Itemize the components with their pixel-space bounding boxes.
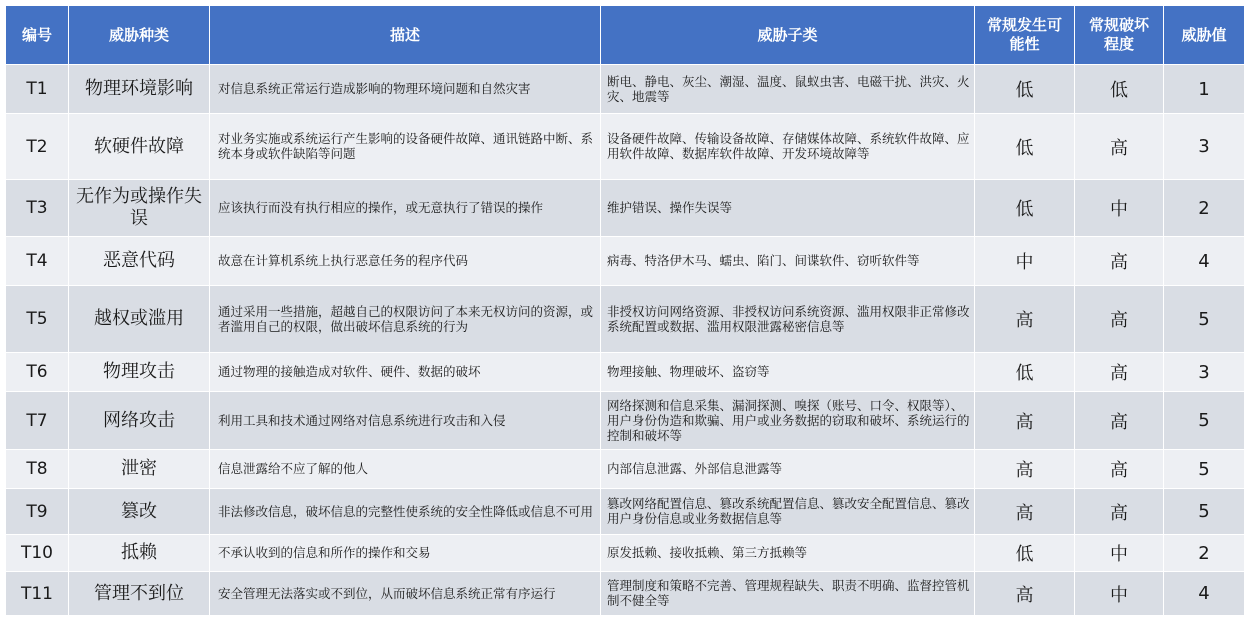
table-row — [6, 237, 1245, 286]
cell-value: 5 — [1164, 392, 1245, 450]
cell-damage: 高 — [1075, 286, 1164, 353]
cell-sub: 篡改网络配置信息、篡改系统配置信息、篡改安全配置信息、篡改用户身份信息或业务数据信息等 — [601, 489, 975, 535]
header-value: 威胁值 — [1164, 6, 1245, 65]
cell-damage: 高 — [1075, 489, 1164, 535]
table-row — [6, 535, 1245, 572]
cell-type: 网络攻击 — [69, 392, 210, 450]
cell-id: T9 — [6, 489, 69, 535]
cell-value: 5 — [1164, 489, 1245, 535]
cell-type: 管理不到位 — [69, 572, 210, 616]
cell-value: 4 — [1164, 237, 1245, 286]
cell-desc: 非法修改信息，破坏信息的完整性使系统的安全性降低或信息不可用 — [210, 489, 601, 535]
cell-id: T5 — [6, 286, 69, 353]
cell-likelihood: 低 — [975, 353, 1075, 392]
cell-value: 4 — [1164, 572, 1245, 616]
cell-type: 物理攻击 — [69, 353, 210, 392]
cell-id: T1 — [6, 65, 69, 114]
cell-desc: 安全管理无法落实或不到位，从而破坏信息系统正常有序运行 — [210, 572, 601, 616]
cell-sub: 病毒、特洛伊木马、蠕虫、陷门、间谍软件、窃听软件等 — [601, 237, 975, 286]
header-likelihood: 常规发生可能性 — [975, 6, 1075, 65]
cell-value: 3 — [1164, 114, 1245, 180]
cell-likelihood: 低 — [975, 114, 1075, 180]
cell-id: T6 — [6, 353, 69, 392]
header-id: 编号 — [6, 6, 69, 65]
cell-desc: 通过物理的接触造成对软件、硬件、数据的破坏 — [210, 353, 601, 392]
table-row — [6, 180, 1245, 237]
cell-damage: 高 — [1075, 392, 1164, 450]
cell-damage: 高 — [1075, 353, 1164, 392]
table-row — [6, 286, 1245, 353]
cell-id: T3 — [6, 180, 69, 237]
cell-sub: 设备硬件故障、传输设备故障、存储媒体故障、系统软件故障、应用软件故障、数据库软件故障、开发环境故障等 — [601, 114, 975, 180]
cell-value: 3 — [1164, 353, 1245, 392]
cell-damage: 中 — [1075, 180, 1164, 237]
cell-type: 泄密 — [69, 450, 210, 489]
cell-likelihood: 低 — [975, 180, 1075, 237]
cell-value: 2 — [1164, 180, 1245, 237]
cell-sub: 内部信息泄露、外部信息泄露等 — [601, 450, 975, 489]
table-row — [6, 353, 1245, 392]
cell-desc: 应该执行而没有执行相应的操作，或无意执行了错误的操作 — [210, 180, 601, 237]
cell-desc: 利用工具和技术通过网络对信息系统进行攻击和入侵 — [210, 392, 601, 450]
table-row — [6, 65, 1245, 114]
table-row — [6, 392, 1245, 450]
cell-likelihood: 低 — [975, 535, 1075, 572]
cell-id: T4 — [6, 237, 69, 286]
cell-id: T2 — [6, 114, 69, 180]
cell-likelihood: 高 — [975, 572, 1075, 616]
cell-desc: 信息泄露给不应了解的他人 — [210, 450, 601, 489]
cell-value: 5 — [1164, 450, 1245, 489]
table-row — [6, 450, 1245, 489]
cell-id: T8 — [6, 450, 69, 489]
cell-sub: 物理接触、物理破坏、盗窃等 — [601, 353, 975, 392]
cell-type: 抵赖 — [69, 535, 210, 572]
cell-value: 1 — [1164, 65, 1245, 114]
cell-damage: 高 — [1075, 237, 1164, 286]
cell-type: 越权或滥用 — [69, 286, 210, 353]
header-row — [6, 6, 1245, 65]
cell-value: 2 — [1164, 535, 1245, 572]
table-row — [6, 572, 1245, 616]
cell-type: 篡改 — [69, 489, 210, 535]
cell-sub: 原发抵赖、接收抵赖、第三方抵赖等 — [601, 535, 975, 572]
cell-desc: 对业务实施或系统运行产生影响的设备硬件故障、通讯链路中断、系统本身或软件缺陷等问题 — [210, 114, 601, 180]
cell-damage: 高 — [1075, 114, 1164, 180]
cell-type: 无作为或操作失误 — [69, 180, 210, 237]
cell-id: T7 — [6, 392, 69, 450]
cell-damage: 低 — [1075, 65, 1164, 114]
cell-type: 物理环境影响 — [69, 65, 210, 114]
table-row — [6, 489, 1245, 535]
cell-desc: 故意在计算机系统上执行恶意任务的程序代码 — [210, 237, 601, 286]
threat-table — [5, 5, 1245, 616]
cell-sub: 管理制度和策略不完善、管理规程缺失、职责不明确、监督控管机制不健全等 — [601, 572, 975, 616]
cell-desc: 不承认收到的信息和所作的操作和交易 — [210, 535, 601, 572]
cell-likelihood: 高 — [975, 286, 1075, 353]
cell-likelihood: 高 — [975, 489, 1075, 535]
cell-damage: 中 — [1075, 535, 1164, 572]
cell-sub: 维护错误、操作失误等 — [601, 180, 975, 237]
cell-likelihood: 高 — [975, 450, 1075, 489]
cell-id: T10 — [6, 535, 69, 572]
header-desc: 描述 — [210, 6, 601, 65]
header-type: 威胁种类 — [69, 6, 210, 65]
cell-damage: 中 — [1075, 572, 1164, 616]
cell-damage: 高 — [1075, 450, 1164, 489]
cell-likelihood: 中 — [975, 237, 1075, 286]
cell-id: T11 — [6, 572, 69, 616]
cell-type: 恶意代码 — [69, 237, 210, 286]
table-row — [6, 114, 1245, 180]
cell-desc: 通过采用一些措施，超越自己的权限访问了本来无权访问的资源，或者滥用自己的权限，做出破坏信息系统的行为 — [210, 286, 601, 353]
cell-sub: 断电、静电、灰尘、潮湿、温度、鼠蚁虫害、电磁干扰、洪灾、火灾、地震等 — [601, 65, 975, 114]
cell-desc: 对信息系统正常运行造成影响的物理环境问题和自然灾害 — [210, 65, 601, 114]
cell-value: 5 — [1164, 286, 1245, 353]
header-damage: 常规破坏程度 — [1075, 6, 1164, 65]
cell-likelihood: 低 — [975, 65, 1075, 114]
cell-likelihood: 高 — [975, 392, 1075, 450]
cell-type: 软硬件故障 — [69, 114, 210, 180]
cell-sub: 非授权访问网络资源、非授权访问系统资源、滥用权限非正常修改系统配置或数据、滥用权限泄露秘密信息等 — [601, 286, 975, 353]
cell-sub: 网络探测和信息采集、漏洞探测、嗅探（账号、口令、权限等）、用户身份伪造和欺骗、用户或业务数据的窃取和破坏、系统运行的控制和破坏等 — [601, 392, 975, 450]
header-sub: 威胁子类 — [601, 6, 975, 65]
